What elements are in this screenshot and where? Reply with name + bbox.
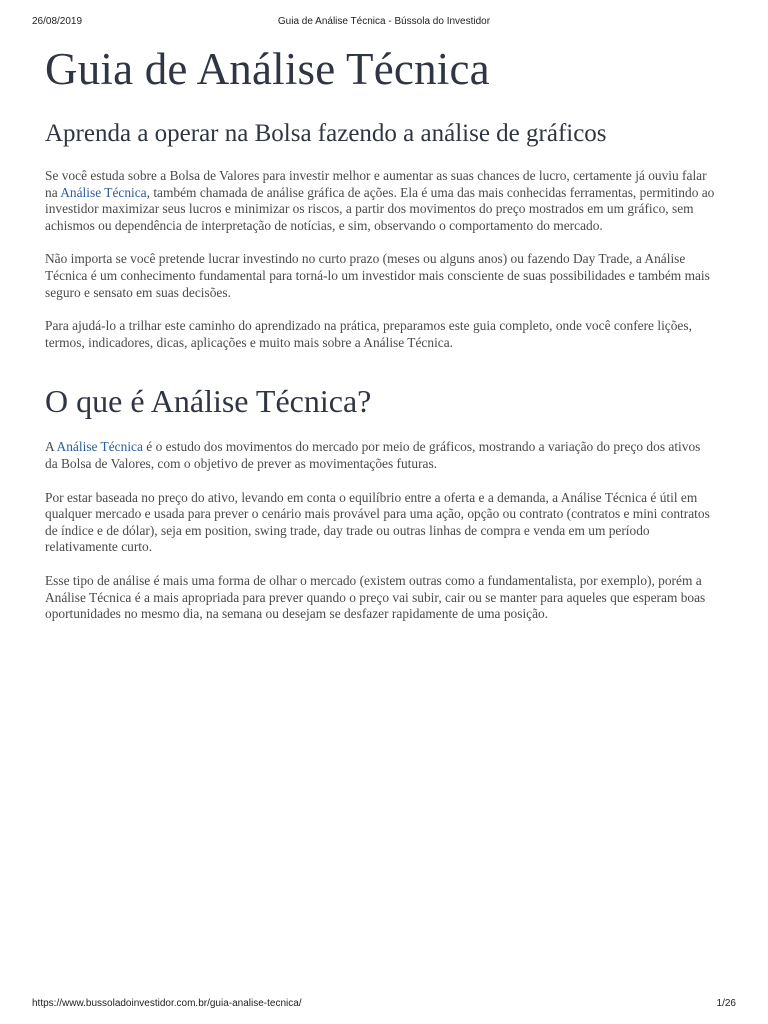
intro-paragraph-1-text-end: , também chamada de análise gráfica de ações. Ela é uma das mais conhecidas ferramentas, permitindo ao investidor maximizar seus lucros e minimizar os riscos, a partir dos movimentos do preço mostrados em um gráfico, sem achismos ou dependência de interpretação de notícias, e sim, observando o comportamento do mercado. [45,184,715,233]
section-what-is [45,381,715,622]
intro-paragraph-3: Para ajudá-lo a trilhar este caminho do aprendizado na prática, preparamos este guia completo, onde você confere lições, termos, indicadores, dicas, aplicações e muito mais sobre a Análise Técnica. [45,318,692,350]
print-page-number: 1/26 [716,998,736,1009]
intro-paragraph-1 [45,168,715,234]
analise-tecnica-link[interactable]: Análise Técnica [60,184,147,200]
section-paragraph-2: Por estar baseada no preço do ativo, levando em conta o equilíbrio entre a oferta e a demanda, a Análise Técnica é útil em qualquer mercado e usada para prever o cenário mais provável para uma ação, opção ou contrato (contratos e mini contratos de índice e de dólar), seja em position, swing trade, day trade ou outras linhas de compra e venda em um período relativamente curto. [45,489,710,555]
print-url: https://www.bussoladoinvestidor.com.br/guia-analise-tecnica/ [32,998,302,1009]
page-subtitle: Aprenda a operar na Bolsa fazendo a análise de gráficos [45,120,607,147]
section-paragraph-1-text-start: A [45,439,57,455]
intro-paragraph-2: Não importa se você pretende lucrar investindo no curto prazo (meses ou alguns anos) ou fazendo Day Trade, a Análise Técnica é um conhecimento fundamental para torná-lo um investidor mais consciente de suas possibilidades e também mais seguro e sensato em suas decisões. [45,251,710,300]
article-content [45,38,715,623]
intro-section [45,168,715,351]
page-title: Guia de Análise Técnica [45,44,490,94]
intro-paragraph-1-text-start: Se você estuda sobre a Bolsa de Valores para investir melhor e aumentar as suas chances de lucro, certamente já ouviu falar na [45,168,707,200]
section-heading: O que é Análise Técnica? [45,383,372,420]
print-document-title: Guia de Análise Técnica - Bússola do Investidor [277,16,491,27]
section-paragraph-1-text-end: é o estudo dos movimentos do mercado por meio de gráficos, mostrando a variação do preço dos ativos da Bolsa de Valores, com o objetivo de prever as movimentações futuras. [45,439,701,471]
print-header [32,16,736,30]
print-footer [32,998,736,1012]
print-date: 26/08/2019 [32,16,83,27]
section-paragraph-1 [45,439,715,472]
section-paragraph-3: Esse tipo de análise é mais uma forma de olhar o mercado (existem outras como a fundamentalista, por exemplo), porém a Análise Técnica é a mais apropriada para prever quando o preço vai subir, cair ou se manter para aqueles que esperam boas oportunidades no mesmo dia, na semana ou desejam se desfazer rapidamente de uma posição. [45,572,706,622]
analise-tecnica-definition-link[interactable]: Análise Técnica [56,439,143,455]
